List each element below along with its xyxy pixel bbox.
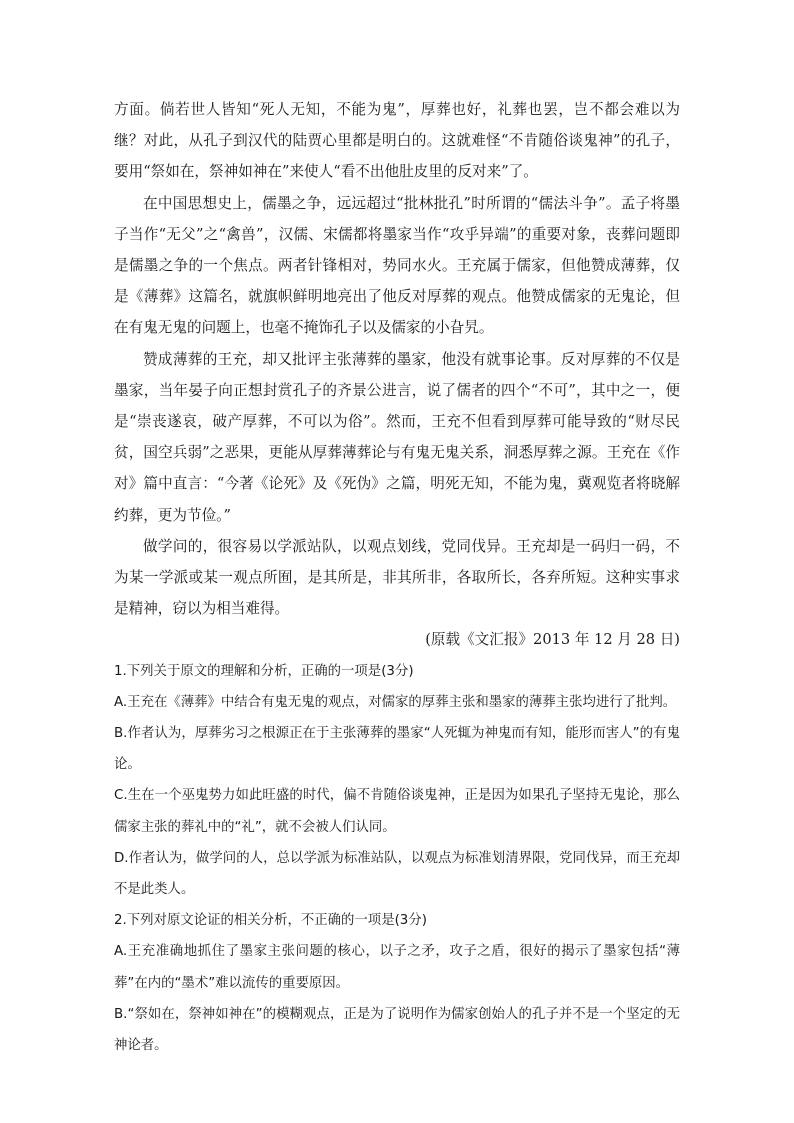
question-2-option-b: B.“祭如在，祭神如神在”的模糊观点，正是为了说明作为儒家创始人的孔子并不是一个坚定的无神论者。 [114, 1006, 680, 1054]
article-source: (原载《文汇报》2013 年 12 月 28 日) [425, 631, 680, 649]
document-page [114, 94, 680, 1061]
question-1-option-c: C.生在一个巫鬼势力如此旺盛的时代，偏不肯随俗谈鬼神，正是因为如果孔子坚持无鬼论，那么儒家主张的葬礼中的“礼”，就不会被人们认同。 [114, 788, 680, 835]
article-paragraph-1: 方面。倘若世人皆知“死人无知，不能为鬼”，厚葬也好，礼葬也罢，岂不都会难以为继？对此，从孔子到汉代的陆贾心里都是明白的。这就难怪“不肯随俗谈鬼神”的孔子，要用“祭如在，祭神如神在”来使人“看不出他肚皮里的反对来”了。 [114, 101, 680, 181]
question-1-option-d: D.作者认为，做学问的人，总以学派为标准站队，以观点为标准划清界限，党同伐异，而王充却不是此类人。 [114, 850, 680, 898]
article-paragraph-2: 在中国思想史上，儒墨之争，远远超过“批林批孔”时所谓的“儒法斗争”。孟子将墨子当作“无父”之“禽兽”，汉儒、宋儒都将墨家当作“攻乎异端”的重要对象，丧葬问题即是儒墨之争的一个焦点。两者针锋相对，势同水火。王充属于儒家，但他赞成薄葬，仅是《薄葬》这篇名，就旗帜鲜明地亮出了他反对厚葬的观点。他赞成儒家的无鬼论，但在有鬼无鬼的问题上，也毫不掩饰孔子以及儒家的小旮旯。 [114, 194, 680, 337]
question-1-option-a: A.王充在《薄葬》中结合有鬼无鬼的观点，对儒家的厚葬主张和墨家的薄葬主张均进行了批判。 [114, 694, 677, 710]
article-paragraph-4: 做学问的，很容易以学派站队，以观点划线，党同伐异。王充却是一码归一码，不为某一学派或某一观点所囿，是其所是，非其所非，各取所长，各弃所短。这种实事求是精神，窃以为相当难得。 [114, 537, 680, 618]
article-paragraph-3: 赞成薄葬的王充，却又批评主张薄葬的墨家，他没有就事论事。反对厚葬的不仅是墨家，当年晏子向正想封赏孔子的齐景公进言，说了儒者的四个“不可”，其中之一，便是“崇丧遂哀，破产厚葬，不可以为俗”。然而，王充不但看到厚葬可能导致的“财尽民贫，国空兵弱”之恶果，更能从厚葬薄葬论与有鬼无鬼关系，洞悉厚葬之源。王充在《作对》篇中直言：“今著《论死》及《死伪》之篇，明死无知，不能为鬼，冀观览者将晓解约葬，更为节俭。” [114, 350, 680, 524]
question-1-stem: 1.下列关于原文的理解和分析，正确的一项是(3分) [114, 663, 414, 679]
question-1-option-b: B.作者认为，厚葬劣习之根源正在于主张薄葬的墨家“人死辄为神鬼而有知，能形而害人”的有鬼论。 [114, 726, 680, 773]
question-2-option-a: A.王充准确地抓住了墨家主张问题的核心，以子之矛，攻子之盾，很好的揭示了墨家包括“薄葬”在内的“墨术”难以流传的重要原因。 [114, 944, 680, 991]
question-2-stem: 2.下列对原文论证的相关分析，不正确的一项是(3分) [114, 913, 427, 929]
